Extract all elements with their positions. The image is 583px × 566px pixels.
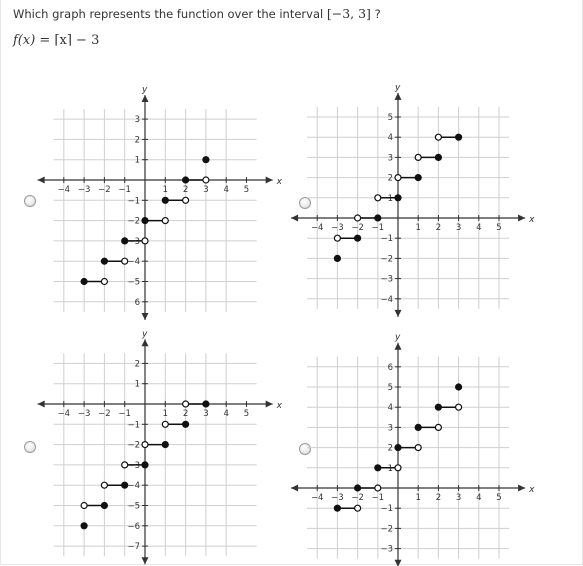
y-axis-label: y [142, 84, 148, 95]
closed-endpoint [122, 482, 128, 488]
x-tick-label: 2 [182, 409, 189, 419]
closed-endpoint [183, 177, 189, 183]
open-endpoint [162, 218, 168, 224]
x-tick-label: −2 [351, 493, 364, 503]
open-endpoint [81, 503, 87, 509]
closed-endpoint [122, 238, 128, 244]
y-tick-label: 6 [134, 297, 140, 308]
answer-radio-c[interactable] [24, 441, 36, 453]
closed-endpoint [183, 421, 189, 427]
x-tick-label: 1 [415, 223, 421, 233]
axes-c [38, 329, 283, 564]
closed-endpoint [456, 134, 462, 140]
open-endpoint [355, 505, 361, 511]
x-tick-label: −1 [371, 493, 385, 503]
x-axis-arrow-left [38, 401, 45, 408]
open-endpoint [395, 175, 401, 181]
x-tick-label: 1 [162, 185, 169, 195]
grid-d [307, 357, 509, 559]
x-tick-label: −3 [77, 409, 91, 419]
x-tick-label: −2 [351, 223, 364, 233]
y-tick-label: −3 [380, 544, 393, 555]
answer-radio-a[interactable] [24, 195, 36, 207]
x-tick-label: −2 [98, 185, 111, 195]
x-axis-arrow-right [266, 177, 273, 184]
closed-point [334, 255, 340, 261]
closed-endpoint [395, 195, 401, 201]
x-tick-label: 1 [162, 409, 169, 419]
answer-graph-b[interactable] [310, 82, 552, 314]
y-tick-label: −2 [380, 254, 393, 265]
y-tick-label: 3 [134, 115, 140, 126]
open-endpoint [355, 215, 361, 221]
y-tick-label: −1 [380, 234, 393, 245]
x-tick-label: 4 [223, 409, 229, 419]
closed-point [203, 157, 209, 163]
function-definition [13, 33, 99, 48]
y-tick-label: 2 [387, 173, 393, 184]
axes-a [38, 85, 283, 320]
x-tick-label: 5 [496, 493, 502, 503]
y-tick-label: 1 [387, 193, 393, 204]
y-axis-arrow-up [395, 93, 402, 100]
answer-radio-b[interactable] [299, 197, 311, 209]
y-axis-arrow-down [395, 560, 402, 566]
grid-b [307, 107, 509, 309]
closed-endpoint [435, 404, 441, 410]
axes-d [291, 333, 535, 566]
y-tick-label: −3 [380, 274, 393, 285]
y-axis-arrow-down [395, 310, 402, 317]
open-endpoint [435, 134, 441, 140]
x-tick-label: −1 [118, 185, 131, 195]
closed-endpoint [355, 485, 361, 491]
x-tick-label: −3 [331, 493, 344, 503]
y-tick-label: −4 [380, 294, 393, 305]
x-tick-label: 3 [455, 493, 462, 503]
closed-endpoint [415, 175, 421, 181]
x-tick-label: 3 [203, 185, 209, 195]
answer-radio-d[interactable] [299, 443, 311, 455]
closed-point [456, 384, 462, 390]
closed-endpoint [81, 279, 87, 285]
open-endpoint [183, 401, 189, 407]
y-tick-label: −1 [127, 420, 140, 431]
y-tick-label: 4 [387, 403, 393, 414]
open-endpoint [375, 195, 381, 201]
y-tick-label: −5 [127, 277, 140, 288]
x-tick-label: −4 [310, 493, 324, 503]
y-tick-label: 1 [134, 155, 140, 166]
open-endpoint [415, 445, 421, 451]
y-tick-label: −2 [127, 440, 140, 451]
question-interval: [−3, 3] [326, 6, 371, 21]
y-tick-label: 6 [387, 362, 393, 373]
x-tick-label: 5 [243, 185, 250, 195]
y-tick-label: 5 [387, 383, 393, 393]
closed-endpoint [101, 258, 107, 264]
closed-endpoint [142, 462, 148, 468]
x-tick-label: 3 [455, 223, 462, 233]
x-tick-label: 2 [435, 493, 442, 503]
x-tick-label: 5 [243, 409, 250, 419]
y-axis-label: y [395, 82, 401, 93]
closed-endpoint [162, 442, 168, 448]
open-endpoint [101, 482, 107, 488]
y-axis-arrow-down [142, 313, 149, 320]
x-axis-arrow-left [291, 485, 298, 492]
y-tick-label: 2 [134, 359, 140, 370]
y-tick-label: −1 [127, 196, 140, 207]
y-axis-arrow-down [142, 557, 149, 564]
x-tick-label: 5 [496, 223, 502, 233]
y-tick-label: 2 [134, 135, 140, 146]
y-tick-label: 1 [387, 463, 393, 474]
y-tick-label: 3 [387, 423, 393, 434]
closed-endpoint [334, 505, 340, 511]
x-tick-label: 4 [476, 493, 482, 503]
x-axis-arrow-right [266, 401, 273, 408]
x-axis-label: x [529, 215, 535, 225]
open-endpoint [162, 421, 168, 427]
y-tick-label: −2 [127, 216, 140, 227]
y-axis-arrow-up [395, 343, 402, 350]
y-tick-label: −1 [380, 504, 393, 515]
closed-point [81, 523, 87, 529]
x-tick-label: −2 [98, 409, 111, 419]
y-axis-arrow-up [142, 339, 149, 346]
closed-endpoint [355, 235, 361, 241]
x-tick-label: −4 [57, 185, 71, 195]
x-tick-label: −1 [118, 409, 131, 419]
y-tick-label: −4 [127, 481, 140, 492]
x-axis-label: x [276, 401, 282, 411]
open-endpoint [122, 258, 128, 264]
y-tick-label: 3 [387, 153, 393, 164]
x-tick-label: −4 [57, 409, 71, 419]
y-tick-label: −3 [127, 460, 140, 471]
closed-endpoint [101, 503, 107, 509]
y-tick-label: −2 [380, 524, 393, 535]
closed-endpoint [162, 197, 168, 203]
x-tick-label: −4 [310, 223, 324, 233]
x-tick-label: −3 [77, 185, 91, 195]
y-axis-arrow-up [142, 95, 149, 102]
closed-endpoint [203, 401, 209, 407]
open-endpoint [334, 235, 340, 241]
x-tick-label: 2 [435, 223, 442, 233]
x-axis-arrow-right [518, 215, 525, 222]
x-axis-arrow-left [38, 177, 45, 184]
question-text [13, 6, 381, 21]
open-endpoint [122, 462, 128, 468]
y-tick-label: −5 [127, 501, 140, 512]
open-endpoint [203, 177, 209, 183]
question-suffix: ? [374, 7, 381, 21]
open-endpoint [375, 485, 381, 491]
x-axis-label: x [529, 485, 535, 495]
open-endpoint [142, 442, 148, 448]
x-axis-label: x [276, 177, 282, 187]
x-tick-label: 1 [415, 493, 421, 503]
x-tick-label: 2 [182, 185, 189, 195]
y-tick-label: 5 [387, 113, 393, 123]
y-axis-label: y [395, 332, 401, 343]
x-tick-label: 4 [223, 185, 229, 195]
function-rhs: = ⌈x⌉ − 3 [35, 33, 100, 48]
open-endpoint [183, 197, 189, 203]
open-endpoint [435, 424, 441, 430]
x-axis-arrow-right [518, 485, 525, 492]
closed-endpoint [375, 215, 381, 221]
closed-endpoint [415, 424, 421, 430]
answer-graph-a[interactable] [37, 84, 282, 314]
x-tick-label: −1 [371, 223, 385, 233]
x-tick-label: 4 [476, 223, 482, 233]
x-tick-label: 3 [203, 409, 209, 419]
y-tick-label: 1 [134, 379, 140, 390]
x-axis-arrow-left [291, 215, 298, 222]
y-tick-label: −4 [127, 257, 140, 268]
open-endpoint [142, 238, 148, 244]
y-axis-label: y [142, 329, 148, 340]
closed-endpoint [395, 445, 401, 451]
open-endpoint [456, 404, 462, 410]
function-lhs: f(x) [13, 33, 36, 48]
answer-graph-d[interactable] [312, 331, 552, 561]
y-tick-label: −3 [127, 236, 140, 247]
answer-graph-c[interactable] [37, 329, 282, 561]
open-endpoint [415, 154, 421, 160]
y-tick-label: −6 [127, 521, 140, 532]
closed-endpoint [375, 465, 381, 471]
y-tick-label: −7 [127, 542, 140, 553]
closed-endpoint [142, 218, 148, 224]
open-endpoint [395, 465, 401, 471]
question-prefix: Which graph represents the function over the interval [13, 7, 324, 21]
open-endpoint [101, 279, 107, 285]
axes-b [291, 83, 535, 317]
y-tick-label: 4 [387, 133, 393, 144]
closed-endpoint [435, 154, 441, 160]
y-tick-label: 2 [387, 443, 393, 454]
x-tick-label: −3 [331, 223, 344, 233]
